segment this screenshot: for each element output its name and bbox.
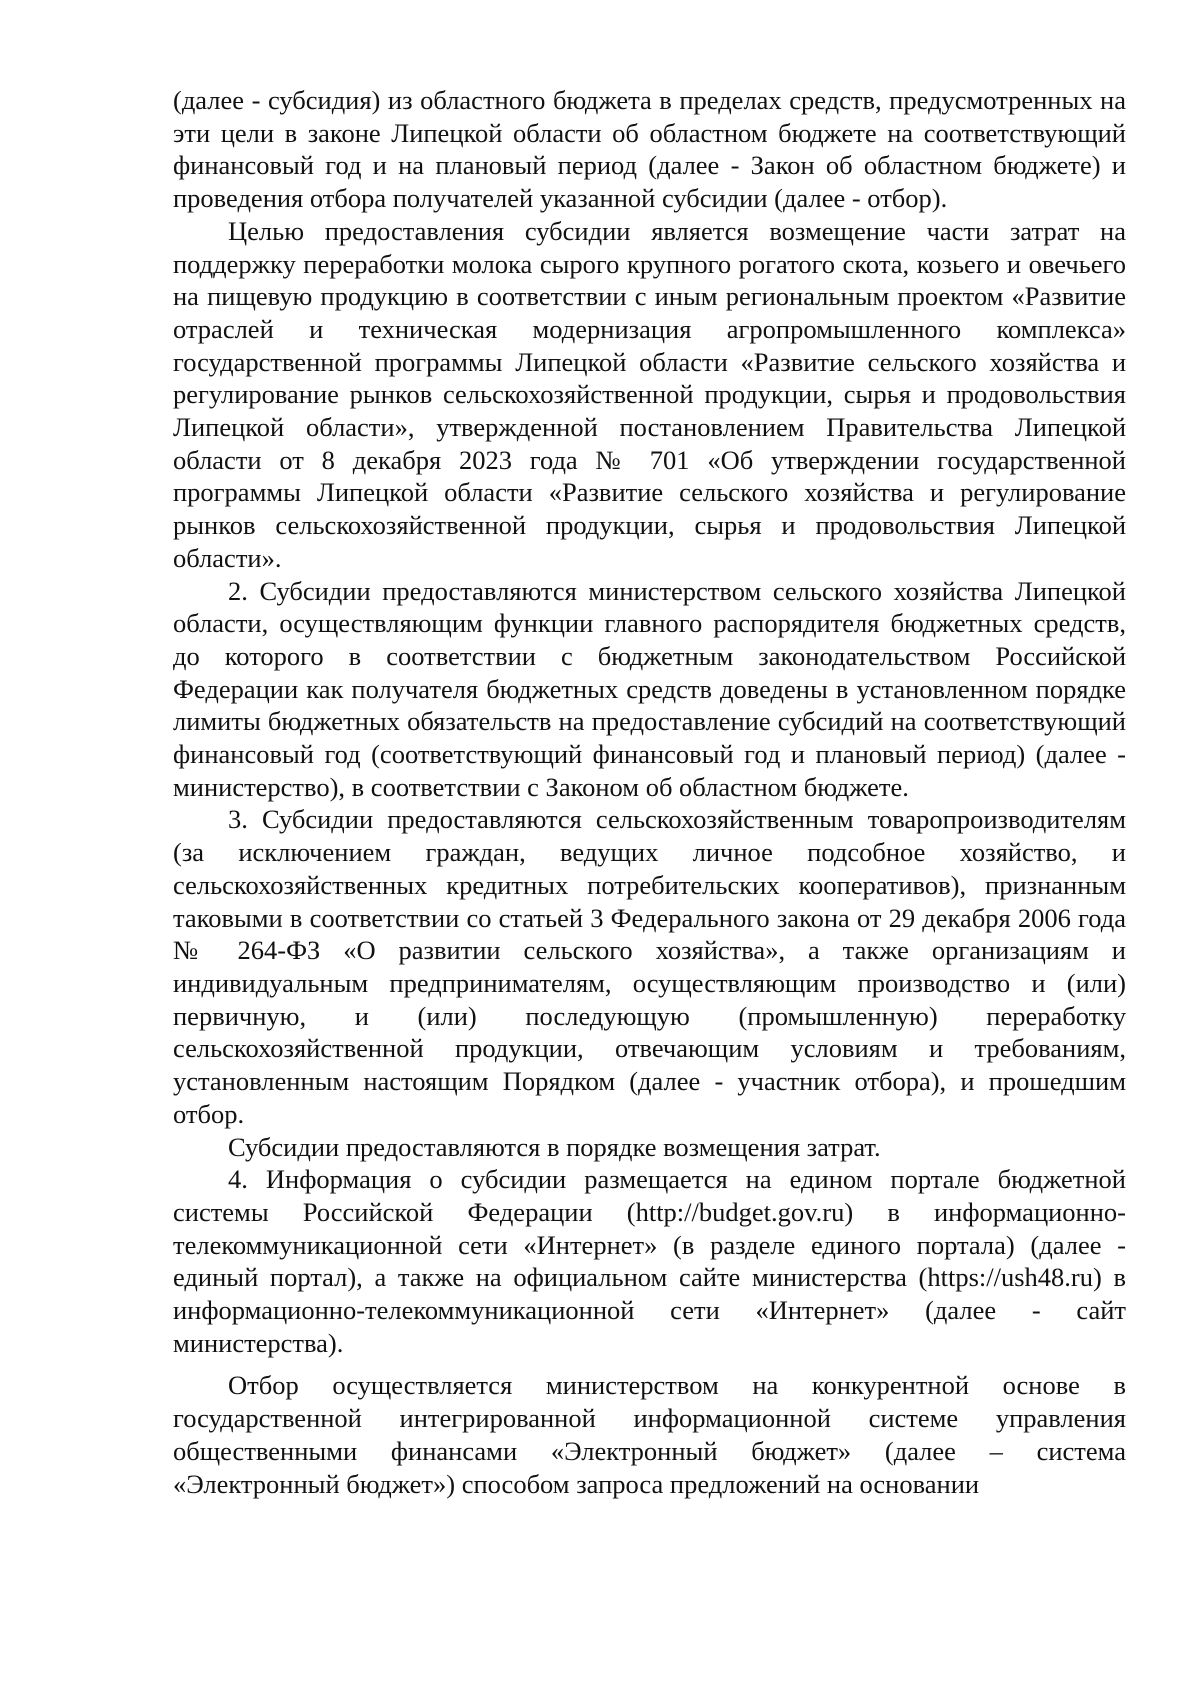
- paragraph-selection: Отбор осуществляется министерством на конкурентной основе в государственной интегрированной информационной системе управления общественными финансами «Электронный бюджет» (далее – система «Электронный бюджет») способом запроса предложений на основании: [173, 1370, 1126, 1499]
- document-body: [173, 84, 1126, 1500]
- paragraph-item-3: 3. Субсидии предоставляются сельскохозяйственным товаропроизводителям (за исключением граждан, ведущих личное подсобное хозяйство, и сельскохозяйственных кредитных потребительских кооперативов), признанным таковыми в соответствии со статьей 3 Федерального закона от 29 декабря 2006 года № 264-ФЗ «О развитии сельского хозяйства», а также организациям и индивидуальным предпринимателям, осуществляющим производство и (или) первичную, и (или) последующую (промышленную) переработку сельскохозяйственной продукции, отвечающим условиям и требованиям, установленным настоящим Порядком (далее - участник отбора), и прошедшим отбор.: [173, 804, 1126, 1129]
- paragraph-subsidy-goal: Целью предоставления субсидии является возмещение части затрат на поддержку переработки молока сырого крупного рогатого скота, козьего и овечьего на пищевую продукцию в соответствии с иным региональным проектом «Развитие отраслей и техническая модернизация агропромышленного комплекса» государственной программы Липецкой области «Развитие сельского хозяйства и регулирование рынков сельскохозяйственной продукции, сырья и продовольствия Липецкой области», утвержденной постановлением Правительства Липецкой области от 8 декабря 2023 года № 701 «Об утверждении государственной программы Липецкой области «Развитие сельского хозяйства и регулирование рынков сельскохозяйственной продукции, сырья и продовольствия Липецкой области».: [173, 215, 1126, 573]
- paragraph-item-2: 2. Субсидии предоставляются министерством сельского хозяйства Липецкой области, осуществляющим функции главного распорядителя бюджетных средств, до которого в соответствии с бюджетным законодательством Российской Федерации как получателя бюджетных средств доведены в установленном порядке лимиты бюджетных обязательств на предоставление субсидий на соответствующий финансовый год (соответствующий финансовый год и плановый период) (далее - министерство), в соответствии с Законом об областном бюджете.: [173, 575, 1126, 802]
- paragraph-item-4: 4. Информация о субсидии размещается на едином портале бюджетной системы Российской Федерации (http://budget.gov.ru) в информационно-телекоммуникационной сети «Интернет» (в разделе единого портала) (далее - единый портал), а также на официальном сайте министерства (https://ush48.ru) в информационно-телекоммуникационной сети «Интернет» (далее - сайт министерства).: [173, 1164, 1126, 1358]
- paragraph-subsidy-definition: (далее - субсидия) из областного бюджета в пределах средств, предусмотренных на эти цели в законе Липецкой области об областном бюджете на соответствующий финансовый год и на плановый период (далее - Закон об областном бюджете) и проведения отбора получателей указанной субсидии (далее - отбор).: [173, 85, 1126, 214]
- paragraph-reimbursement: Субсидии предоставляются в порядке возмещения затрат.: [228, 1131, 881, 1162]
